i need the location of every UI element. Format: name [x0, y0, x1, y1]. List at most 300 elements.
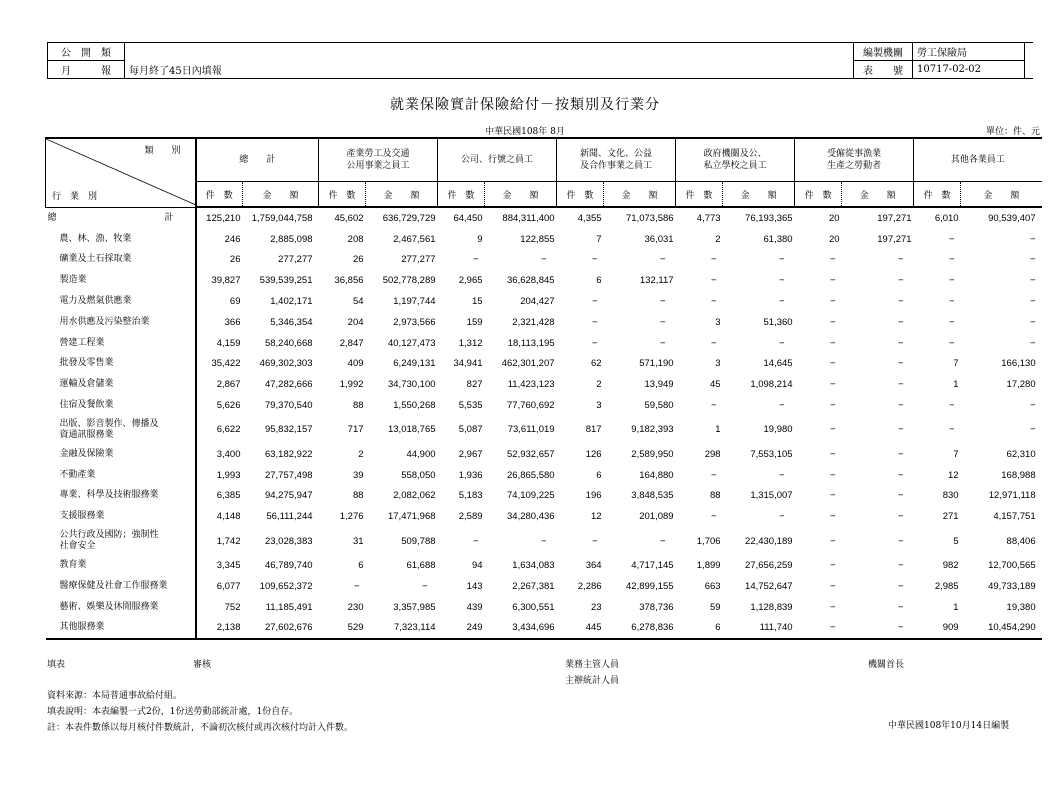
cell-count: 126	[585, 448, 602, 460]
agency-value: 勞工保險局	[913, 43, 1025, 61]
table-row	[46, 354, 1042, 375]
subheader-amount: 金 額	[723, 182, 795, 208]
report-deadline: 每月終了45日內填報	[125, 61, 226, 79]
col-header-fishery: 受僱從事漁業 生產之勞動者	[795, 138, 914, 182]
table-row	[46, 555, 1042, 576]
cell-amount: 79,370,540	[264, 400, 313, 412]
subheader-amount: 金 額	[604, 182, 676, 208]
cell-amount: 2,321,428	[512, 316, 555, 328]
cell-count: 59	[709, 601, 721, 613]
cell-count: 298	[704, 448, 721, 460]
cell-amount: −	[898, 424, 904, 436]
cell-count: −	[711, 511, 717, 523]
table-row	[46, 270, 1042, 291]
row-label: 住宿及餐飲業	[46, 395, 196, 416]
cell-count: −	[949, 233, 955, 245]
cell-amount: 109,652,372	[259, 580, 313, 592]
cell-amount: 90,539,407	[988, 212, 1036, 224]
cell-amount: −	[898, 490, 904, 502]
cell-count: 982	[942, 560, 959, 572]
cell-count: 45	[709, 379, 721, 391]
cell-amount: 26,865,580	[507, 469, 555, 481]
subheader-amount: 金 額	[961, 182, 1042, 208]
cell-amount: 36,031	[644, 233, 674, 245]
cell-amount: 539,539,251	[259, 275, 313, 287]
cell-amount: −	[779, 337, 785, 349]
monthly-report-label: 月 報	[48, 61, 125, 79]
cell-amount: 18,113,195	[507, 337, 555, 349]
form-no-label: 表 號	[854, 61, 913, 79]
cell-count: −	[472, 535, 479, 547]
cell-amount: −	[898, 580, 904, 592]
cell-amount: 378,736	[639, 601, 674, 613]
cell-count: 20	[829, 233, 840, 245]
cell-amount: 74,109,225	[507, 490, 555, 502]
cell-count: 2,286	[577, 580, 602, 592]
cell-count: 2	[715, 233, 721, 245]
cell-amount: −	[660, 254, 666, 266]
cell-count: 88	[352, 490, 364, 502]
cell-count: 39,827	[211, 275, 241, 287]
cell-count: 249	[438, 618, 485, 640]
cell-count: 909	[914, 618, 961, 640]
cell-count: −	[711, 469, 717, 481]
col-header-government: 政府機關及公、 私立學校之員工	[676, 138, 795, 182]
cell-amount: −	[421, 580, 428, 592]
cell-amount: −	[660, 535, 666, 547]
cell-amount: 59,580	[644, 400, 674, 412]
cell-amount: −	[898, 275, 904, 287]
cell-count: −	[949, 316, 955, 328]
cell-amount: 76,193,365	[745, 212, 793, 224]
table-row	[46, 333, 1042, 354]
public-class-label: 公 開 類	[48, 43, 125, 61]
cell-count: −	[830, 469, 836, 481]
cell-count: 2	[358, 448, 364, 460]
cell-amount: 61,688	[406, 560, 436, 572]
row-label: 醫療保健及社會工作服務業	[46, 576, 196, 597]
row-label: 農、林、漁、牧業	[46, 229, 196, 250]
cell-count: −	[711, 275, 717, 287]
form-no-value: 10717-02-02	[913, 61, 1025, 79]
cell-count: 6,622	[216, 424, 241, 436]
cell-amount: 23,028,383	[264, 535, 313, 547]
cell-amount: 62,310	[1006, 448, 1036, 460]
cell-amount: 77,760,692	[507, 400, 555, 412]
table-row	[46, 312, 1042, 333]
cell-count: −	[949, 337, 955, 349]
cell-count: 7	[596, 233, 602, 245]
cell-count: 366	[224, 316, 241, 328]
cell-count: 1	[953, 601, 959, 613]
cell-amount: −	[1030, 254, 1036, 266]
table-row	[46, 207, 1042, 229]
cell-amount: 201,089	[639, 511, 674, 523]
cell-count: −	[591, 254, 598, 266]
cell-amount: 42,899,155	[626, 580, 674, 592]
subheader-amount: 金 額	[366, 182, 438, 208]
row-label: 營建工程業	[46, 333, 196, 354]
cell-count: −	[830, 275, 836, 287]
report-period: 中華民國108年 8月	[485, 127, 565, 137]
cell-amount: 13,018,765	[387, 424, 436, 436]
table-row	[46, 618, 1042, 640]
cell-count: 9	[477, 233, 483, 245]
row-label: 其他服務業	[46, 618, 196, 640]
header-left-box	[47, 42, 226, 79]
cell-amount: 11,185,491	[265, 601, 313, 613]
table-row	[46, 465, 1042, 486]
cell-amount: 1,315,007	[750, 490, 793, 502]
table-row	[46, 395, 1042, 416]
table-row	[46, 444, 1042, 465]
cell-amount: 34,730,100	[387, 379, 436, 391]
cell-count: 529	[319, 618, 366, 640]
cell-count: 2,965	[458, 275, 483, 287]
cell-amount: 47,282,666	[264, 379, 313, 391]
cell-count: 6,077	[216, 580, 241, 592]
cell-amount: 19,380	[1006, 601, 1036, 613]
cell-amount: 3,848,535	[631, 490, 674, 502]
cell-count: 409	[347, 358, 364, 370]
cell-amount: 277,277	[278, 254, 313, 266]
cell-count: −	[591, 296, 598, 308]
cell-amount: 94,275,947	[264, 490, 313, 502]
cell-count: 6	[358, 560, 364, 572]
cell-amount: 197,271	[877, 233, 912, 245]
cell-count: −	[591, 316, 598, 328]
cell-count: 3	[715, 316, 721, 328]
cell-count: 7	[953, 448, 959, 460]
cell-amount: 164,880	[639, 469, 674, 481]
cell-count: 2	[596, 379, 602, 391]
cell-count: −	[830, 254, 836, 266]
cell-count: 54	[352, 296, 364, 308]
subheader-count: 件 數	[557, 182, 604, 208]
corner-industry-label: 行 業 別	[52, 191, 98, 202]
cell-count: 2,138	[196, 618, 243, 640]
cell-count: 4,159	[216, 337, 241, 349]
cell-amount: 49,733,189	[988, 580, 1036, 592]
cell-count: 4,355	[577, 212, 602, 224]
row-label: 金融及保險業	[46, 444, 196, 465]
cell-amount: 166,130	[1001, 358, 1036, 370]
cell-count: 6	[596, 275, 602, 287]
cell-amount: 122,855	[520, 233, 555, 245]
cell-amount: −	[898, 511, 904, 523]
cell-count: −	[830, 296, 836, 308]
cell-amount: 168,988	[1001, 469, 1036, 481]
compiled-date: 中華民國108年10月14日編製	[888, 721, 1010, 731]
cell-count: −	[830, 424, 836, 436]
header-right-box	[853, 42, 1025, 79]
col-header-news-culture: 新聞、文化、公益 及合作事業之員工	[557, 138, 676, 182]
cell-count: −	[949, 275, 955, 287]
cell-amount: 27,757,498	[264, 469, 313, 481]
row-label: 製造業	[46, 270, 196, 291]
cell-count: 125,210	[206, 212, 241, 224]
cell-count: 5,183	[458, 490, 483, 502]
cell-amount: 462,301,207	[501, 358, 555, 370]
cell-count: 6,385	[216, 490, 241, 502]
cell-amount: 9,182,393	[631, 424, 674, 436]
cell-amount: −	[1030, 296, 1036, 308]
cell-count: 827	[466, 379, 483, 391]
table-row	[46, 291, 1042, 312]
subheader-amount: 金 額	[842, 182, 914, 208]
cell-count: 159	[466, 316, 483, 328]
cell-amount: 71,073,586	[626, 212, 674, 224]
cell-amount: 17,471,968	[387, 511, 436, 523]
col-header-company: 公司、行號之員工	[438, 138, 557, 182]
subheader-amount: 金 額	[485, 182, 557, 208]
subheader-count: 件 數	[319, 182, 366, 208]
cell-amount: 10,454,290	[961, 618, 1042, 640]
cell-amount: −	[898, 296, 904, 308]
cell-count: 752	[224, 601, 241, 613]
cell-count: −	[830, 448, 836, 460]
cell-amount: −	[898, 337, 904, 349]
cell-count: −	[830, 316, 836, 328]
cell-amount: −	[779, 469, 785, 481]
cell-amount: 197,271	[877, 212, 912, 224]
cell-amount: −	[898, 469, 904, 481]
cell-amount: −	[779, 254, 785, 266]
cell-amount: 1,402,171	[270, 296, 313, 308]
cell-count: 1,742	[216, 535, 241, 547]
cell-count: 94	[471, 560, 483, 572]
cell-count: −	[830, 580, 836, 592]
cell-amount: 277,277	[401, 254, 436, 266]
cell-count: 3,345	[216, 560, 241, 572]
cell-count: −	[830, 535, 836, 547]
cell-count: −	[949, 400, 955, 412]
footer-head: 機關首長	[868, 660, 905, 670]
cell-amount: 27,656,259	[745, 560, 793, 572]
cell-count: 35,422	[211, 358, 241, 370]
cell-count: 3	[715, 358, 721, 370]
cell-amount: 61,380	[763, 233, 793, 245]
cell-count: −	[949, 424, 955, 436]
footer-stats-officer: 主辦統計人員	[565, 676, 620, 686]
cell-amount: 12,700,565	[988, 560, 1036, 572]
subheader-count: 件 數	[795, 182, 842, 208]
cell-count: 2,867	[216, 379, 241, 391]
cell-amount: −	[660, 337, 666, 349]
row-label: 教育業	[46, 555, 196, 576]
cell-count: 20	[829, 212, 840, 224]
cell-count: 2,985	[934, 580, 959, 592]
cell-count: 445	[557, 618, 604, 640]
cell-count: −	[830, 560, 836, 572]
cell-amount: 58,240,668	[264, 337, 313, 349]
cell-amount: −	[1030, 275, 1036, 287]
cell-count: 6	[676, 618, 723, 640]
cell-count: −	[830, 601, 836, 613]
cell-count: 4,148	[216, 511, 241, 523]
row-label: 藝術、娛樂及休閒服務業	[46, 597, 196, 618]
cell-amount: 5,346,354	[270, 316, 313, 328]
row-label: 電力及燃氣供應業	[46, 291, 196, 312]
cell-count: 1,899	[696, 560, 721, 572]
cell-amount: 95,832,157	[264, 424, 313, 436]
col-header-total: 總 計	[196, 138, 319, 182]
subheader-amount: 金 額	[243, 182, 319, 208]
benefits-table	[45, 137, 1042, 640]
cell-count: 1	[953, 379, 959, 391]
cell-count: 1,936	[458, 469, 483, 481]
row-label: 不動產業	[46, 465, 196, 486]
cell-amount: 44,900	[406, 448, 436, 460]
cell-amount: −	[660, 316, 666, 328]
cell-amount: 34,280,436	[507, 511, 555, 523]
cell-count: −	[949, 254, 955, 266]
cell-amount: 13,949	[644, 379, 674, 391]
cell-count: −	[830, 400, 836, 412]
cell-amount: −	[660, 296, 666, 308]
cell-count: 64,450	[453, 212, 483, 224]
cell-count: 1,312	[458, 337, 483, 349]
subheader-count: 件 數	[676, 182, 723, 208]
cell-count: 204	[347, 316, 364, 328]
cell-count: 26	[352, 254, 364, 266]
cell-amount: 4,717,145	[631, 560, 674, 572]
cell-amount: −	[842, 618, 914, 640]
table-corner	[46, 138, 196, 207]
row-label: 總 計	[46, 207, 196, 229]
cell-count: 88	[352, 400, 364, 412]
cell-count: 230	[347, 601, 364, 613]
cell-amount: 63,182,922	[264, 448, 313, 460]
cell-amount: −	[1030, 400, 1036, 412]
agency-label: 編製機關	[854, 43, 913, 61]
cell-amount: −	[1030, 316, 1036, 328]
cell-amount: 6,249,131	[393, 358, 436, 370]
cell-count: 45,602	[334, 212, 364, 224]
cell-count: 31	[352, 535, 364, 547]
cell-count: 1	[715, 424, 721, 436]
cell-amount: 469,302,303	[259, 358, 313, 370]
cell-count: 5,535	[458, 400, 483, 412]
report-title: 就業保險實計保險給付－按類別及行業分	[390, 97, 660, 113]
cell-count: 2,967	[458, 448, 483, 460]
cell-amount: 6,300,551	[512, 601, 555, 613]
cell-count: 439	[466, 601, 483, 613]
cell-count: 830	[942, 490, 959, 502]
cell-amount: −	[898, 535, 904, 547]
cell-amount: 558,050	[401, 469, 436, 481]
cell-amount: 1,098,214	[750, 379, 793, 391]
cell-amount: 51,360	[763, 316, 793, 328]
cell-amount: 17,280	[1006, 379, 1036, 391]
cell-amount: −	[898, 379, 904, 391]
cell-amount: 1,759,044,758	[251, 212, 313, 224]
subheader-count: 件 數	[914, 182, 961, 208]
footer-review: 審核	[193, 660, 212, 670]
cell-amount: −	[898, 448, 904, 460]
cell-count: 23	[590, 601, 602, 613]
cell-amount: 3,434,696	[485, 618, 557, 640]
cell-count: −	[711, 254, 717, 266]
cell-amount: 27,602,676	[243, 618, 319, 640]
cell-count: 62	[590, 358, 602, 370]
cell-amount: −	[1030, 337, 1036, 349]
cell-count: −	[711, 400, 717, 412]
cell-count: 6	[596, 469, 602, 481]
cell-count: 6,010	[934, 212, 959, 224]
cell-amount: −	[898, 316, 904, 328]
cell-count: 717	[347, 424, 364, 436]
cell-amount: −	[898, 601, 904, 613]
subheader-count: 件 數	[196, 182, 243, 208]
cell-amount: 111,740	[723, 618, 795, 640]
cell-count: −	[711, 337, 717, 349]
row-label: 礦業及土石採取業	[46, 250, 196, 271]
cell-amount: 14,645	[763, 358, 793, 370]
cell-count: −	[591, 337, 598, 349]
cell-amount: 6,278,836	[604, 618, 676, 640]
cell-amount: 1,197,744	[393, 296, 436, 308]
col-header-industrial: 產業勞工及交通 公用事業之員工	[319, 138, 438, 182]
cell-count: 3	[596, 400, 602, 412]
cell-count: 69	[229, 296, 241, 308]
cell-count: 196	[585, 490, 602, 502]
cell-count: 2,589	[458, 511, 483, 523]
cell-amount: 502,778,289	[382, 275, 436, 287]
row-label: 運輸及倉儲業	[46, 374, 196, 395]
col-header-other: 其他各業員工	[914, 138, 1042, 182]
footer-supervisor: 業務主管人員	[565, 660, 620, 670]
cell-amount: 636,729,729	[382, 212, 436, 224]
cell-count: −	[830, 358, 836, 370]
cell-count: 5,087	[458, 424, 483, 436]
table-row	[46, 527, 1042, 555]
cell-count: 364	[585, 560, 602, 572]
cell-count: 2,847	[339, 337, 364, 349]
cell-amount: 132,117	[639, 275, 674, 287]
cell-amount: 2,973,566	[393, 316, 436, 328]
cell-count: −	[591, 535, 598, 547]
cell-count: −	[711, 296, 717, 308]
table-row	[46, 374, 1042, 395]
cell-amount: 2,082,062	[393, 490, 436, 502]
cell-amount: 11,423,123	[507, 379, 555, 391]
cell-amount: 52,932,657	[507, 448, 555, 460]
cell-amount: 88,406	[1006, 535, 1036, 547]
cell-count: −	[830, 379, 836, 391]
row-label: 出版、影音製作、傳播及 資通訊服務業	[46, 416, 196, 444]
cell-count: 4,773	[696, 212, 721, 224]
note-instructions: 填表說明：本表編製一式2份，1份送勞動部統計處，1份自存。	[47, 707, 299, 717]
cell-amount: −	[1030, 233, 1036, 245]
cell-amount: 73,611,019	[507, 424, 555, 436]
cell-count: 5	[953, 535, 959, 547]
cell-count: −	[353, 580, 360, 592]
row-label: 支援服務業	[46, 506, 196, 527]
cell-count: 663	[704, 580, 721, 592]
cell-amount: 2,885,098	[270, 233, 313, 245]
cell-amount: 19,980	[763, 424, 793, 436]
cell-amount: 1,550,268	[393, 400, 436, 412]
cell-amount: 204,427	[520, 296, 555, 308]
cell-count: −	[472, 254, 479, 266]
cell-count: 39	[352, 469, 364, 481]
cell-amount: 40,127,473	[387, 337, 436, 349]
cell-count: −	[795, 618, 842, 640]
cell-amount: −	[540, 535, 547, 547]
cell-count: −	[830, 337, 836, 349]
cell-count: 88	[709, 490, 721, 502]
